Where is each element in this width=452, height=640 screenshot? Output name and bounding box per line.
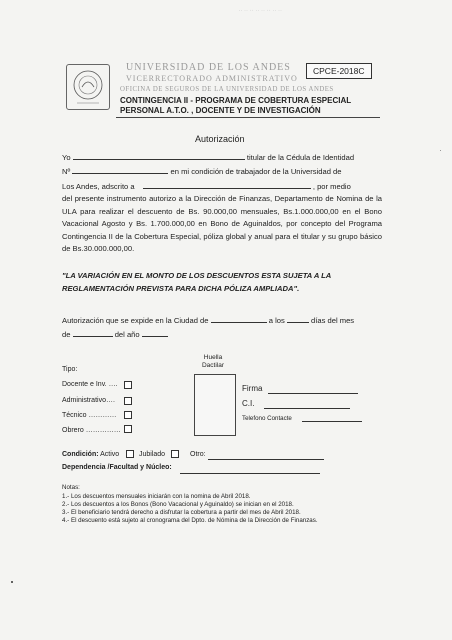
checkbox-tecnico[interactable] (124, 411, 132, 419)
document-code: CPCE-2018C (306, 63, 372, 79)
line-no (62, 165, 382, 179)
checkbox-docente[interactable] (124, 381, 132, 389)
expedite-line1 (62, 314, 392, 328)
emphasis-note: "LA VARIACIÓN EN EL MONTO DE LOS DESCUENTOS ESTA SUJETA A LA REGLAMENTACIÓN PREVISTA PARA DICHA PÓLIZA AMPLIADA". (62, 271, 331, 293)
ci-label: C.I. (242, 399, 255, 408)
expedite-de-label: de (62, 330, 71, 339)
checkbox-administrativo[interactable] (124, 397, 132, 405)
line-adscrito (62, 180, 382, 194)
tipo-option-administrativo: Administrativo…. (62, 397, 115, 404)
nota-item: 4.- El descuento está sujeto al cronograma del Dpto. de Nómina de la Dirección de Finanzas. (62, 517, 318, 524)
ula-logo (66, 64, 110, 110)
firma-field[interactable] (268, 385, 358, 394)
expedite-a-los-label: a los (268, 316, 285, 325)
condicion-label: Condición: (62, 451, 99, 458)
otro-field[interactable] (208, 451, 324, 460)
year-field[interactable] (142, 328, 168, 337)
tipo-option-docente: Docente e Inv. …. (62, 381, 118, 388)
fingerprint-box[interactable] (194, 374, 236, 436)
checkbox-obrero[interactable] (124, 425, 132, 433)
por-medio-label: , por medio (312, 182, 351, 191)
line-yo (62, 151, 382, 165)
activo-label: Activo (100, 451, 120, 458)
day-field[interactable] (287, 314, 309, 323)
dependencia-label: Dependencia /Facultad y Núcleo: (62, 464, 172, 471)
condicion-label: en mi condición de trabajador de la Universidad de (170, 167, 342, 176)
expedite-ano-label: del año (114, 330, 140, 339)
scan-speck (440, 150, 441, 151)
city-field[interactable] (211, 314, 267, 323)
nota-item: 1.- Los descuentos mensuales iniciarán con la nomina de Abril 2018. (62, 493, 251, 500)
ci-field[interactable] (264, 400, 350, 409)
page-title: Autorización (195, 134, 245, 144)
scan-speck (11, 581, 13, 583)
expedite-city-label: Autorización que se expide en la Ciudad de (62, 316, 209, 325)
faint-header-mark: ·· ·· ·· ·· ·· ·· ·· ·· (238, 8, 283, 14)
expedite-dias-label: días del mes (311, 316, 355, 325)
name-field[interactable] (73, 151, 245, 160)
jubilado-label: Jubilado (139, 451, 166, 458)
expedite-line2 (62, 328, 168, 342)
nota-item: 3.- El beneficiario tendrá derecho a disfrutar la cobertura a partir del mes de Abril 2018. (62, 509, 301, 516)
institution-line1: UNIVERSIDAD DE LOS ANDES (126, 62, 291, 73)
tipo-option-tecnico: Técnico ………… (62, 412, 117, 419)
institution-line2: VICERRECTORADO ADMINISTRATIVO (126, 74, 298, 83)
titular-label: titular de la Cédula de Identidad (246, 153, 355, 162)
tipo-option-obrero: Obrero …………… (62, 427, 121, 434)
checkbox-jubilado[interactable] (171, 450, 179, 458)
authorization-paragraph: del presente instrumento autorizo a la Dirección de Finanzas, Departamento de Nomina de la ULA para realizar el descuento de Bs. 90.000,00 mensuales, Bs.1.000.000,00 en el Bono Vacacional Agosto y Bs. 1.700.000,00 en Bono de Aguinaldos, por concepto del Programa Contingencia II de la Cobertura Especial, póliza global y anual para el titular y su grupo básico de Bs.30.000.000,00. (62, 194, 382, 254)
telefono-field[interactable] (302, 413, 362, 422)
nota-item: 2.- Los descuentos a los Bonos (Bono Vacacional y Aguinaldo) se inician en el 2018. (62, 501, 294, 508)
yo-label: Yo (62, 153, 71, 162)
institution-line3: OFICINA DE SEGUROS DE LA UNIVERSIDAD DE LOS ANDES (120, 86, 334, 93)
otro-label: Otro: (190, 451, 206, 458)
unit-field[interactable] (143, 180, 311, 189)
id-number-field[interactable] (72, 165, 168, 174)
checkbox-activo[interactable] (126, 450, 134, 458)
tipo-label: Tipo: (62, 366, 78, 373)
condicion-row (62, 451, 119, 458)
telefono-label: Telefono Contacte (242, 415, 292, 422)
subtitle-line1: CONTINGENCIA II - PROGRAMA DE COBERTURA ESPECIAL (120, 96, 352, 105)
dependencia-field[interactable] (180, 465, 320, 474)
adscrito-label: Los Andes, adscrito a (62, 182, 135, 191)
fingerprint-label: Huella Dactilar (201, 354, 225, 369)
notas-label: Notas: (62, 484, 80, 491)
no-label: Nº (62, 167, 71, 176)
ula-seal-icon (67, 65, 109, 109)
header-divider (116, 117, 380, 118)
subtitle-line2: PERSONAL A.T.O. , DOCENTE Y DE INVESTIGACIÓN (120, 106, 321, 115)
firma-label: Firma (242, 384, 263, 393)
month-field[interactable] (73, 328, 113, 337)
